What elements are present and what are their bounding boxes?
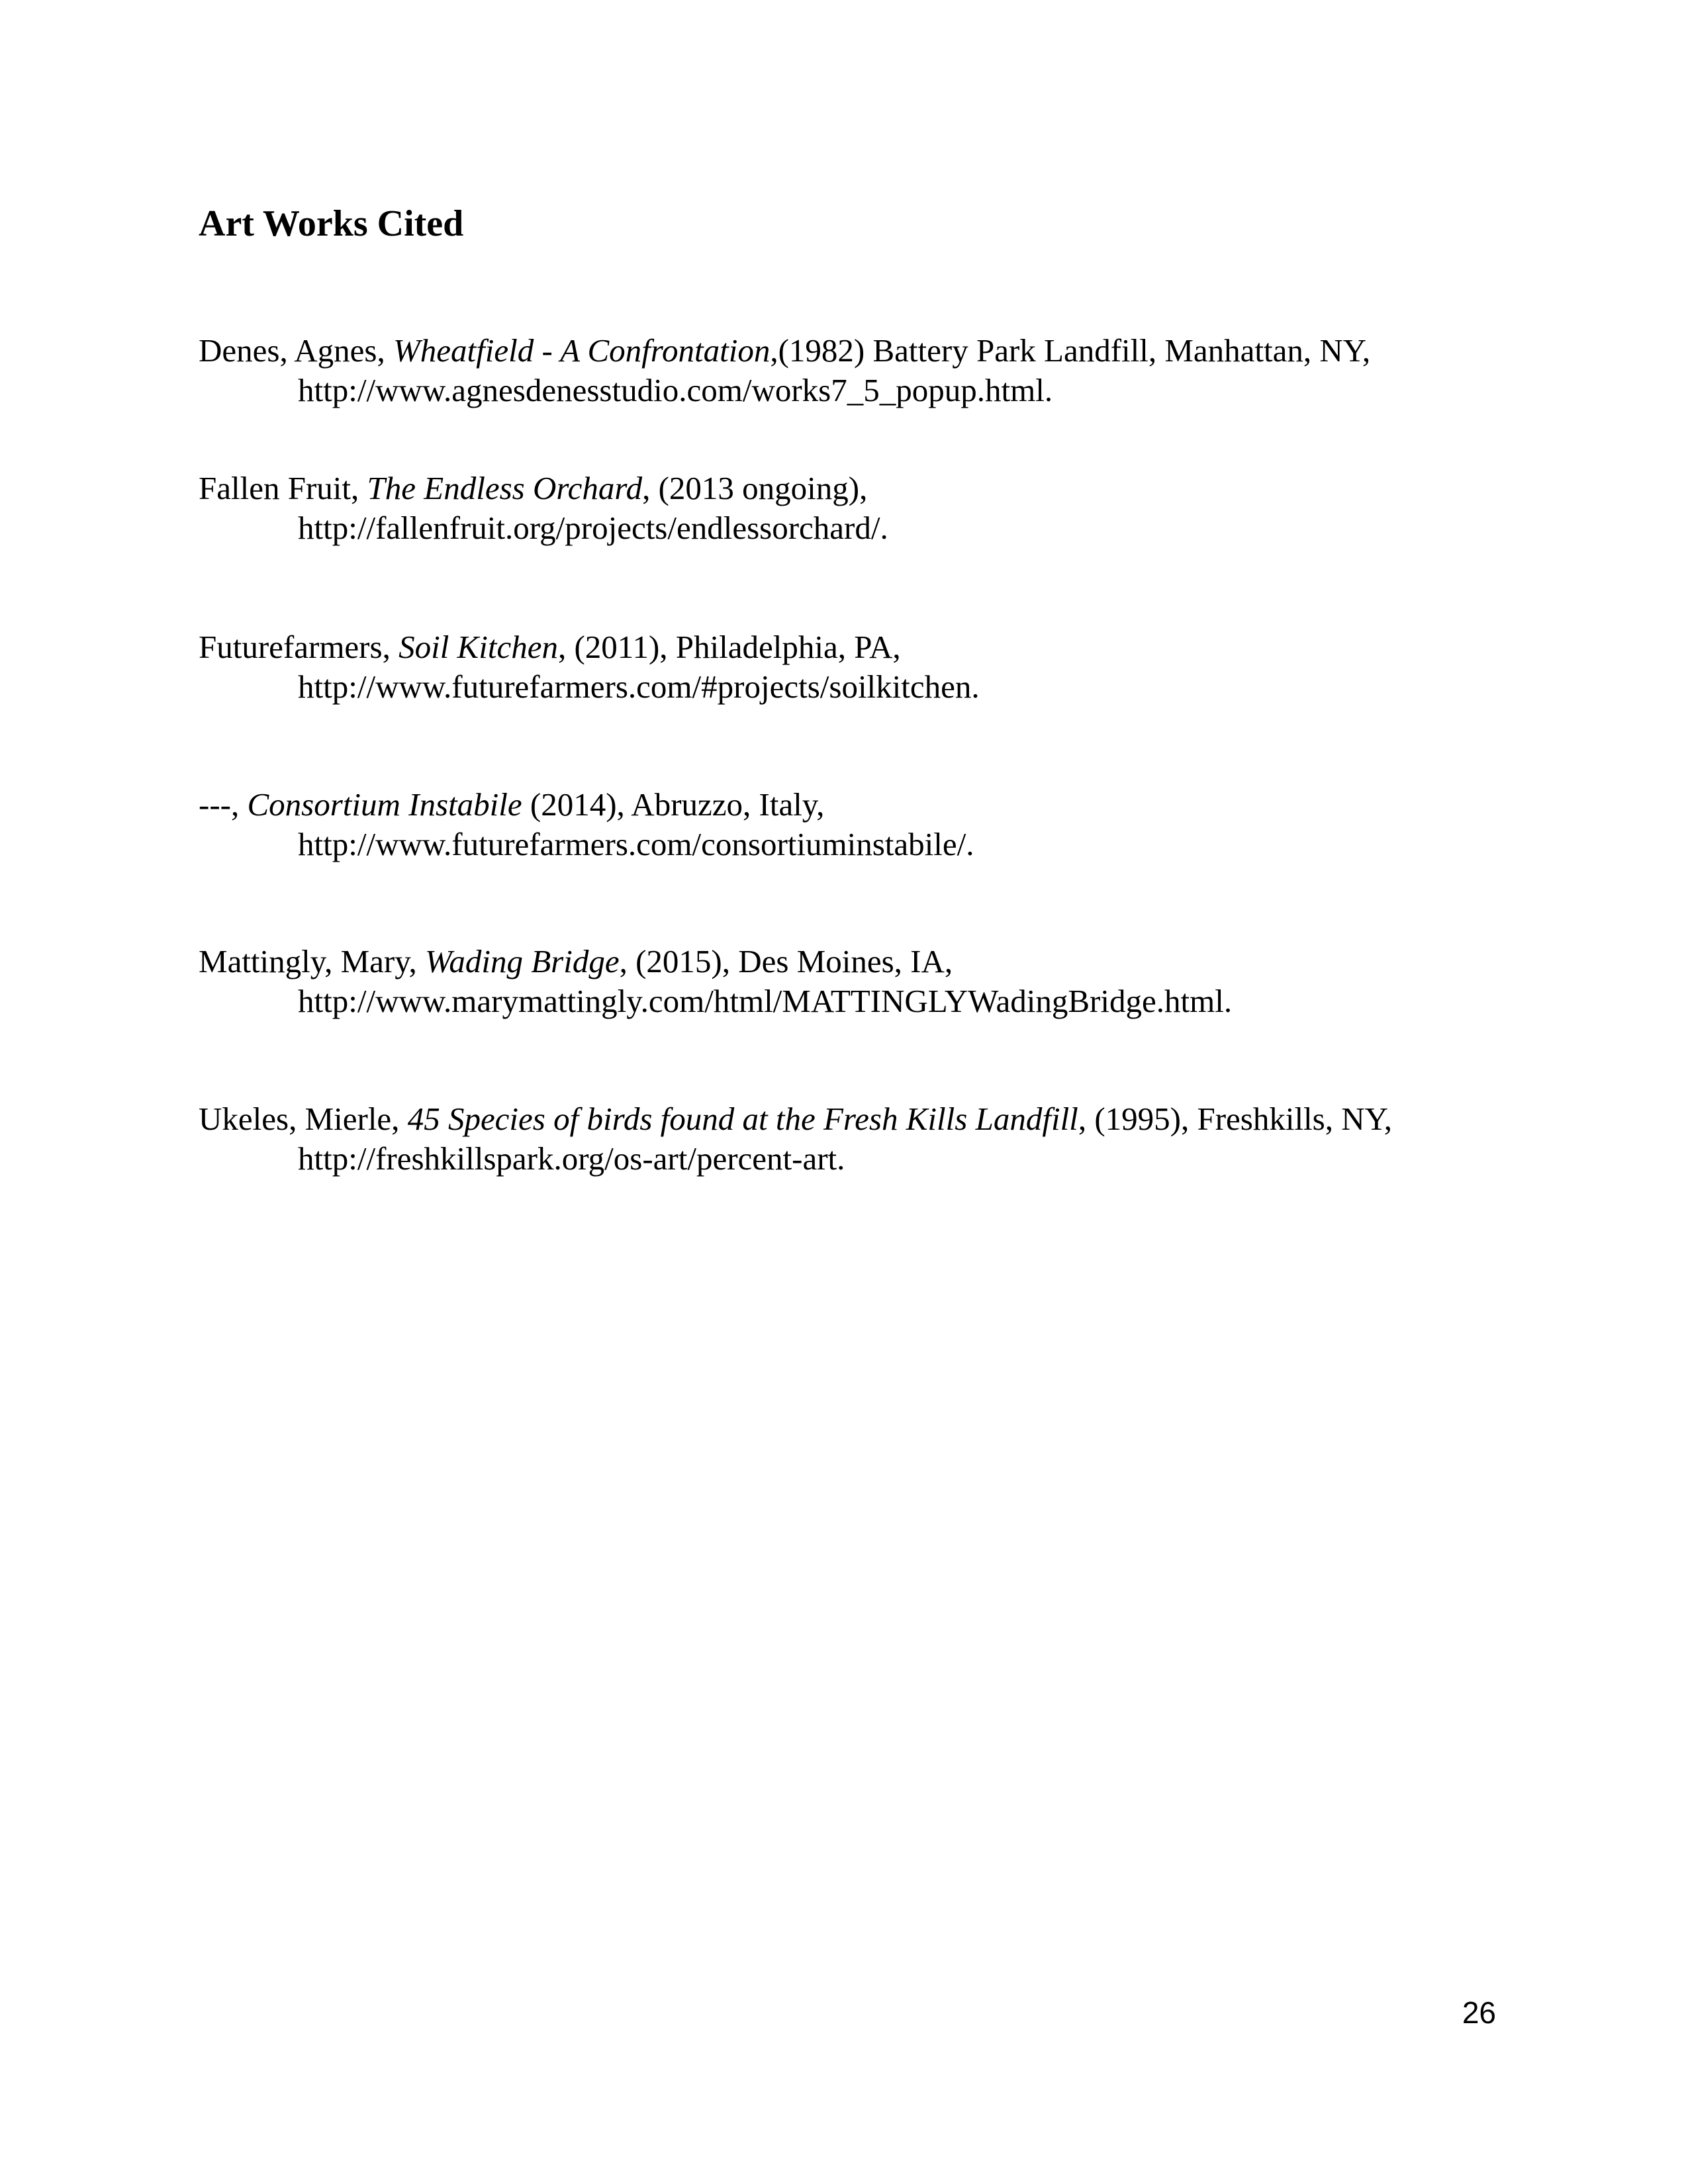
citation-first-line: [199, 627, 1496, 667]
citation-url: http://www.agnesdenesstudio.com/works7_5_popup.html.: [298, 372, 1053, 408]
citation-entry: [199, 1099, 1496, 1179]
citation-title: Consortium Instabile: [247, 786, 522, 823]
citation-details: , (2011), Philadelphia, PA,: [557, 629, 901, 665]
citation-title: Soil Kitchen: [399, 629, 558, 665]
citation-author: Ukeles, Mierle,: [199, 1101, 408, 1137]
citation-url: http://www.marymattingly.com/html/MATTINGLYWadingBridge.html.: [298, 983, 1233, 1019]
citation-url: http://freshkillspark.org/os-art/percent-art.: [298, 1140, 845, 1177]
citation-first-line: [199, 942, 1496, 981]
citation-details: , (1995), Freshkills, NY,: [1078, 1101, 1392, 1137]
citation-details: ,(1982) Battery Park Landfill, Manhattan, NY,: [770, 332, 1371, 369]
citation-entry: [199, 942, 1496, 1021]
page-number: 26: [1462, 1995, 1496, 2030]
citation-details: , (2015), Des Moines, IA,: [619, 943, 953, 979]
page-heading: Art Works Cited: [199, 203, 464, 244]
citation-first-line: [199, 785, 1496, 825]
citation-title: Wading Bridge: [425, 943, 620, 979]
citation-title: The Endless Orchard: [367, 470, 643, 506]
citation-details: , (2013 ongoing),: [642, 470, 868, 506]
citation-author: Mattingly, Mary,: [199, 943, 426, 979]
citation-first-line: [199, 331, 1496, 371]
citation-first-line: [199, 469, 1496, 508]
citation-entry: [199, 331, 1496, 410]
citation-entry: [199, 469, 1496, 548]
citation-author: Futurefarmers,: [199, 629, 399, 665]
citation-title: Wheatfield - A Confrontation: [393, 332, 771, 369]
citation-url: http://fallenfruit.org/projects/endlessorchard/.: [298, 510, 888, 546]
citation-title: 45 Species of birds found at the Fresh Kills Landfill: [407, 1101, 1078, 1137]
citation-details: (2014), Abruzzo, Italy,: [522, 786, 825, 823]
citation-first-line: [199, 1099, 1496, 1139]
citation-entry: [199, 785, 1496, 864]
citation-author: Fallen Fruit,: [199, 470, 367, 506]
citation-url: http://www.futurefarmers.com/#projects/soilkitchen.: [298, 668, 980, 705]
citation-author: Denes, Agnes,: [199, 332, 393, 369]
citation-author: ---,: [199, 786, 248, 823]
citation-entry: [199, 627, 1496, 707]
citation-url: http://www.futurefarmers.com/consortiuminstabile/.: [298, 826, 974, 862]
